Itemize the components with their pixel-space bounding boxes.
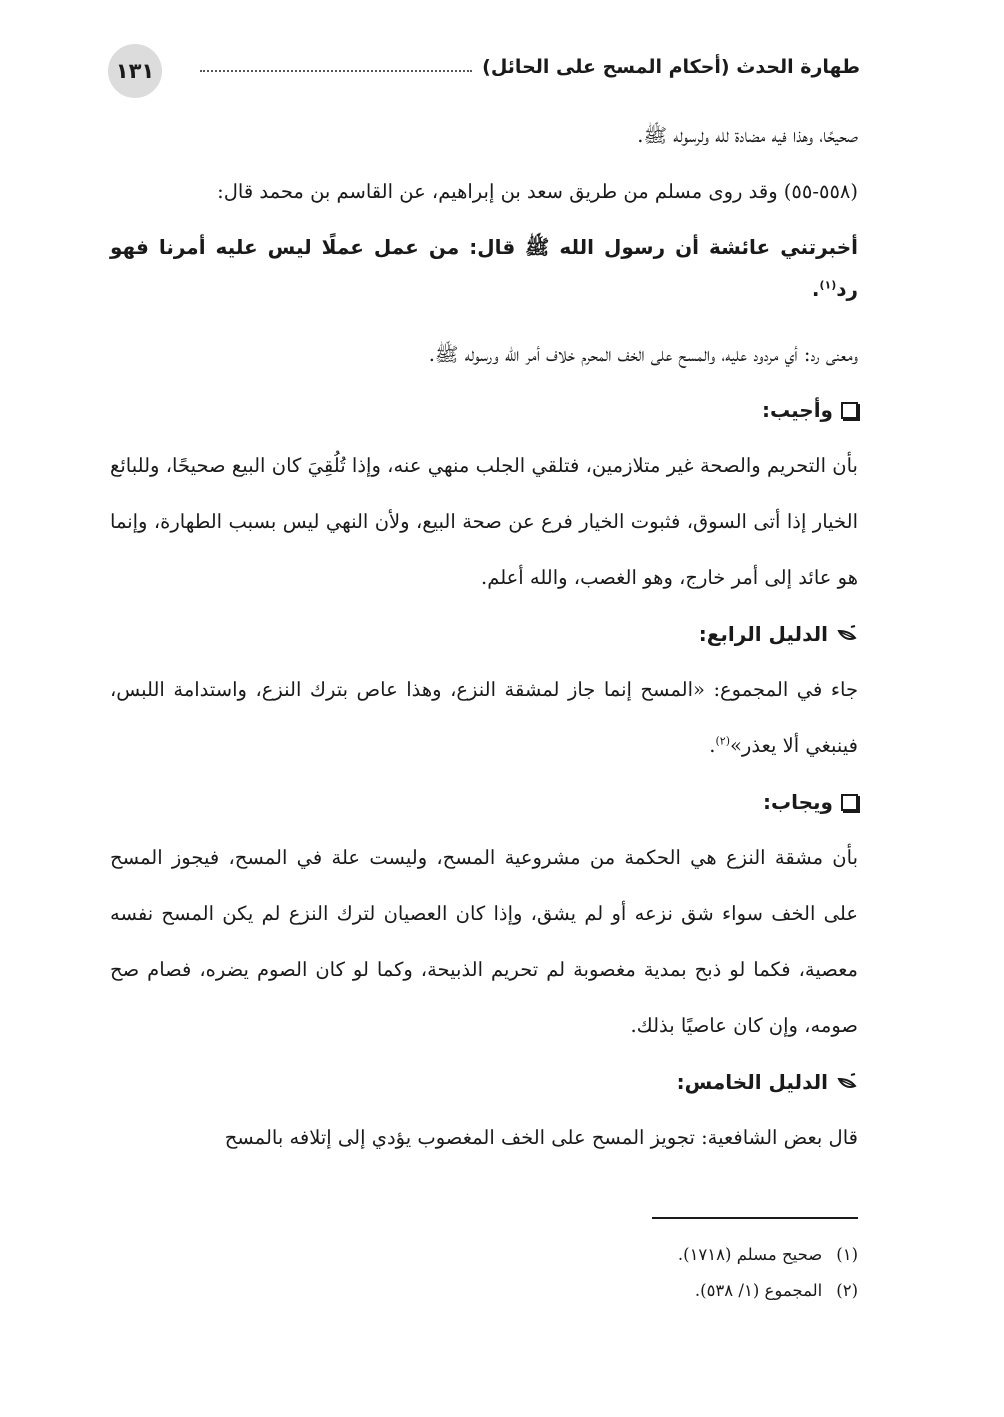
footnote-text: المجموع (١/ ٥٣٨). xyxy=(694,1281,823,1300)
answer-heading xyxy=(110,382,858,438)
quote-end: . xyxy=(709,734,716,757)
running-head xyxy=(200,56,860,78)
page-body xyxy=(110,108,858,1166)
quote-text: جاء في المجموع: «المسح إنما جاز لمشقة النزع، وهذا عاص بترك النزع، واستدامة اللبس، فينبغي ألا يعذر» xyxy=(110,678,858,757)
footnote-number: (٢) xyxy=(836,1281,858,1300)
answer-heading-label: ويجاب: xyxy=(763,790,833,814)
evidence-heading-label: الدليل الرابع: xyxy=(698,622,828,646)
page-number: ١٣١ xyxy=(108,44,162,98)
answer-heading-label: وأجيب: xyxy=(761,398,833,422)
paragraph: بأن التحريم والصحة غير متلازمين، فتلقي الجلب منهي عنه، وإذا تُلُقِيَ كان البيع صحيحًا، وللبائع الخيار إذا أتى السوق، فثبوت الخيار فرع عن صحة البيع، ولأن النهي ليس بسبب الطهارة، وإنما هو عائد إلى أمر خارج، وهو الغصب، والله أعلم. xyxy=(110,454,858,589)
paragraph: ومعنى رد: أي مردود عليه، والمسح على الخف المحرم خلاف أمر الله ورسوله ﷺ. xyxy=(428,343,858,366)
footnote-ref-1[interactable]: (١) xyxy=(819,278,837,292)
leaf-icon xyxy=(836,623,858,645)
paragraph: صحيحًا، وهذا فيه مضادة لله ولرسوله ﷺ. xyxy=(637,124,858,147)
running-title: طهارة الحدث (أحكام المسح على الحائل) xyxy=(482,56,860,78)
evidence-heading xyxy=(110,606,858,662)
hadith-chain: (٥٥٨-٥٥) وقد روى مسلم من طريق سعد بن إبراهيم، عن القاسم بن محمد قال: xyxy=(217,180,858,203)
answer-heading xyxy=(110,774,858,830)
square-icon xyxy=(841,794,858,811)
paragraph: قال بعض الشافعية: تجويز المسح على الخف المغصوب يؤدي إلى إتلافه بالمسح xyxy=(224,1126,858,1149)
evidence-heading-label: الدليل الخامس: xyxy=(676,1070,828,1094)
hadith-end: . xyxy=(811,277,820,301)
paragraph: بأن مشقة النزع هي الحكمة من مشروعية المسح، وليست علة في المسح، فيجوز المسح على الخف سواء شق نزعه أو لم يشق، وإذا كان العصيان لترك النزع لم يكن المسح نفسه معصية، فكما لو ذبح بمدية مغصوبة لم تحريم الذبيحة، وكما لو كان الصوم يضره، فصام صح صومه، وإن كان عاصيًا بذلك. xyxy=(110,846,858,1037)
square-icon xyxy=(841,402,858,419)
footnote-separator xyxy=(652,1217,858,1219)
paragraph xyxy=(110,662,858,774)
hadith-text xyxy=(110,226,858,310)
footnotes xyxy=(258,1237,858,1309)
footnote-text: صحيح مسلم (١٧١٨). xyxy=(677,1245,823,1264)
hadith-body: أخبرتني عائشة أن رسول الله ﷺ قال: من عمل عملًا ليس عليه أمرنا فهو رد xyxy=(110,235,858,301)
leaf-icon xyxy=(836,1071,858,1093)
page-header xyxy=(108,44,860,98)
footnote-ref-2[interactable]: (٢) xyxy=(715,734,730,748)
evidence-heading xyxy=(110,1054,858,1110)
footnote xyxy=(258,1237,858,1273)
leader-dots xyxy=(200,70,472,72)
footnote xyxy=(258,1273,858,1309)
footnote-number: (١) xyxy=(836,1245,858,1264)
